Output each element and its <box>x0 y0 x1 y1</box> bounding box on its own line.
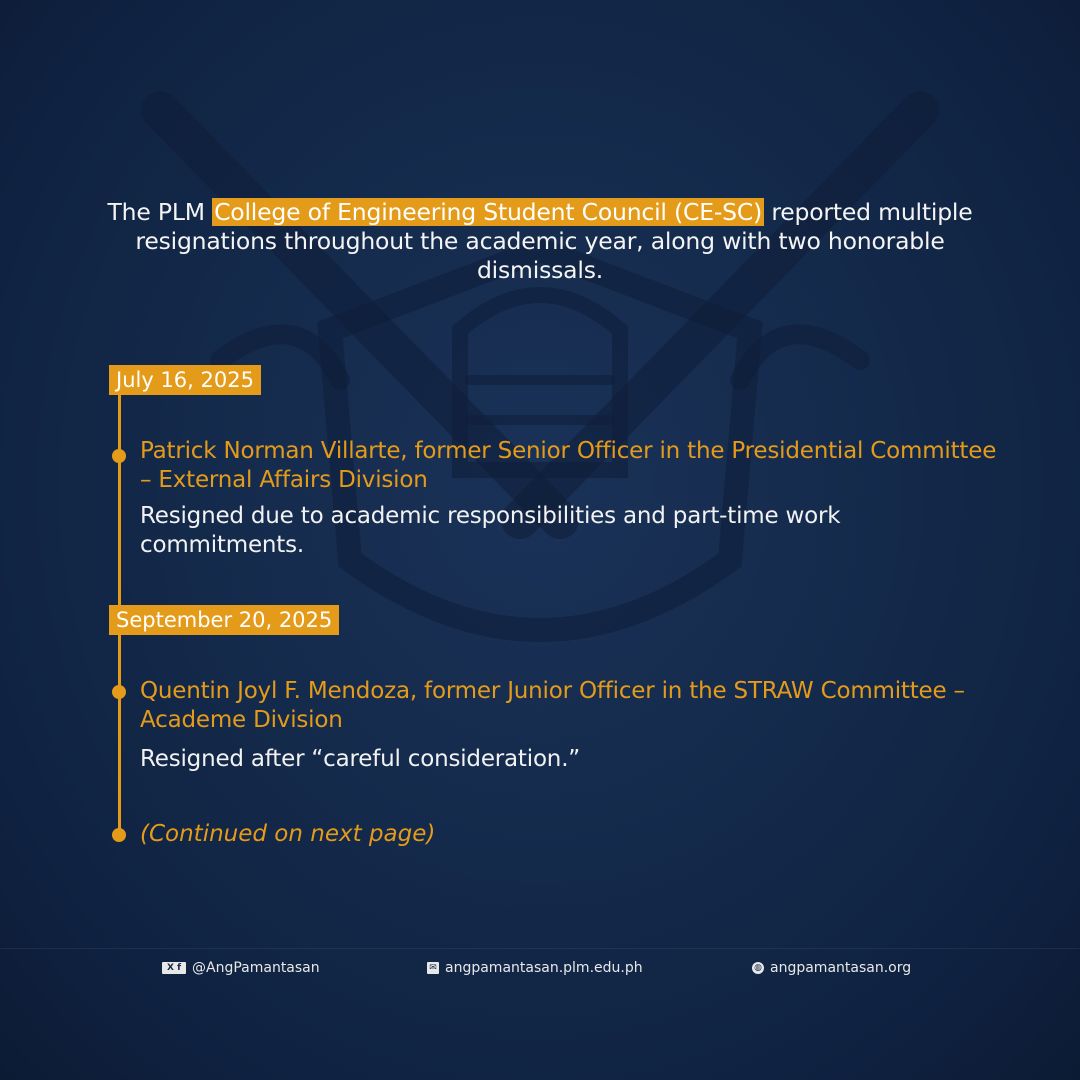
timeline-dot-1 <box>112 449 126 463</box>
footer-social-handle: @AngPamantasan <box>192 960 320 976</box>
timeline-entry-name-2: Quentin Joyl F. Mendoza, former Junior Officer in the STRAW Committee – Academe Division <box>140 678 965 733</box>
timeline-dot-3 <box>112 828 126 842</box>
x-facebook-icon: X f <box>162 962 186 974</box>
footer-web[interactable] <box>752 960 911 976</box>
timeline-entry-description-2: Resigned after “careful consideration.” <box>140 746 581 772</box>
footer-site-address: angpamantasan.plm.edu.ph <box>445 960 643 976</box>
intro-text-before: The PLM <box>107 198 213 226</box>
timeline-date-2: September 20, 2025 <box>109 605 339 635</box>
timeline-date-1: July 16, 2025 <box>109 365 261 395</box>
globe-icon: ◍ <box>752 962 764 974</box>
intro-highlight: College of Engineering Student Council (CE-SC) <box>214 198 763 226</box>
timeline-entry-name-1: Patrick Norman Villarte, former Senior Officer in the Presidential Committee – External Affairs Division <box>140 438 997 493</box>
intro-text-after: reported multiple resignations throughout the academic year, along with two honorable dismissals. <box>135 198 973 284</box>
continued-note: (Continued on next page) <box>140 821 436 847</box>
footer-web-address: angpamantasan.org <box>770 960 912 976</box>
footer-divider <box>0 948 1080 949</box>
timeline-dot-2 <box>112 685 126 699</box>
timeline-entry-description-1: Resigned due to academic responsibilities and part-time work commitments. <box>140 503 841 558</box>
mail-icon: ✉ <box>427 962 439 974</box>
footer-site[interactable] <box>427 960 643 976</box>
intro-paragraph <box>90 198 990 285</box>
footer-social[interactable] <box>162 960 320 976</box>
